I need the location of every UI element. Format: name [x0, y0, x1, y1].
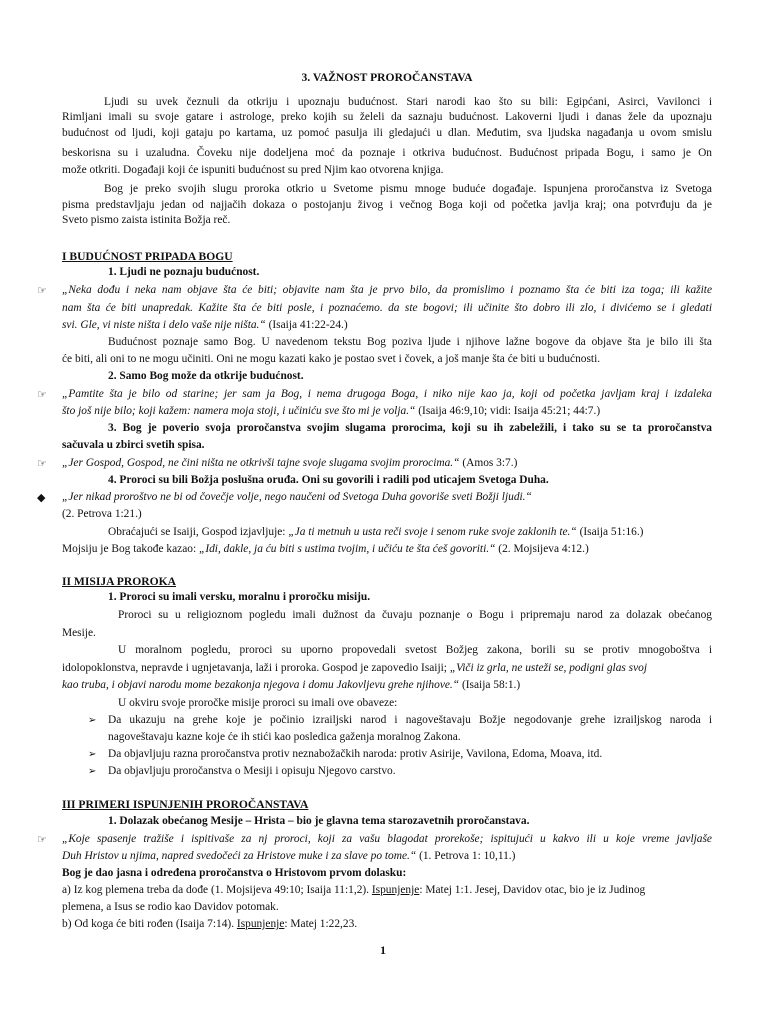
quote-text: „Idi, dakle, ja ću biti s ustima tvojim, i učiću te šta ćeš govoriti.“ — [198, 543, 496, 555]
quote-text: „Jer Gospod, Gospod, ne čini ništa ne otkrivši tajne svoje slugama svojim prorocima.“ — [62, 457, 460, 469]
list-item: Da ukazuju na grehe koje je počinio izrailjski narod i nagoveštavaju Božje negodovanje grehe izrailjskog naroda i — [108, 714, 712, 726]
quote-text: „Viči iz grla, ne usteži se, podigni glas svoj — [449, 662, 648, 674]
body-text: Obraćajući se Isaiji, Gospod izjavljuje: — [108, 526, 289, 538]
item-text: : Matej 1:22,23. — [284, 918, 358, 930]
body-line — [62, 542, 712, 557]
quote-reference: (Isaija 58:1.) — [459, 679, 521, 691]
body-line — [62, 678, 712, 693]
body-line: U okviru svoje proročke misije proroci su imali ove obaveze: — [118, 697, 398, 709]
quote-line — [62, 456, 712, 471]
quote-line: „Koje spasenje tražiše i ispitivaše za nj proroci, koji za vašu blagodat prorekoše; ispitujući u kakvo ili u koje vreme javljaše — [62, 833, 712, 845]
list-item: nagoveštavaju kazne koje će ih stići kao posledica gaženja moralnog Zakona. — [108, 731, 461, 743]
quote-text: kao truba, i objavi narodu mome bezakonja njegova i domu Jakovljevu grehe njihove.“ — [62, 679, 460, 691]
pointing-hand-icon: ☞ — [37, 833, 47, 846]
list-item — [62, 917, 712, 932]
arrow-bullet-icon: ➢ — [88, 749, 97, 760]
section-heading: III PRIMERI ISPUNJENIH PROROČANSTAVA — [62, 798, 309, 811]
quote-line: „Jer nikad proroštvo ne bi od čovečje volje, nego naučeni od Svetoga Duha govoriše sveti Božji ljudi.“ — [62, 491, 532, 503]
subheading: 4. Proroci su bili Božja poslušna oruđa. Oni su govorili i radili pod uticajem Svetoga Duha. — [108, 474, 549, 486]
quote-text: svi. Gle, vi niste ništa i delo vaše nije ništa.“ — [62, 319, 266, 331]
quote-reference: (Isaija 51:16.) — [576, 526, 644, 538]
fulfillment-label: Ispunjenje — [371, 884, 420, 896]
fulfillment-label: Ispunjenje — [236, 918, 285, 930]
item-text: : Matej 1:1. Jesej, Davidov otac, bio je iz Judinog — [419, 884, 646, 896]
list-item: plemena, a Isus se rodio kao Davidov potomak. — [62, 901, 279, 913]
page-number: 1 — [380, 943, 386, 957]
body-line — [108, 525, 758, 540]
quote-reference: (Isaija 41:22-24.) — [265, 319, 348, 331]
quote-reference: (2. Mojsijeva 4:12.) — [495, 543, 589, 555]
body-line — [62, 661, 712, 676]
intro-p1-line: Ljudi su uvek čeznuli da otkriju i upoznaju budućnost. Stari narodi kao što su bili: Egipćani, Asirci, Vavilonci i — [104, 96, 712, 108]
subheading: 1. Dolazak obećanog Mesije – Hrista – bio je glavna tema starozavetnih proročanstava. — [108, 815, 530, 827]
quote-line — [62, 404, 712, 419]
section-heading: I BUDUĆNOST PRIPADA BOGU — [62, 250, 233, 263]
body-line: Budućnost poznaje samo Bog. U navedenom tekstu Bog poziva ljude i njihove lažne bogove da objave šta je bilo ili šta — [108, 336, 712, 348]
body-line: U moralnom pogledu, proroci su uporno propovedali svetost Božjeg zakona, borili su se protiv mnogoboštva i — [118, 644, 712, 656]
subheading: 1. Proroci su imali versku, moralnu i proročku misiju. — [108, 591, 371, 603]
pointing-hand-icon: ☞ — [37, 457, 47, 470]
pointing-hand-icon: ☞ — [37, 388, 47, 401]
arrow-bullet-icon: ➢ — [88, 766, 97, 777]
quote-text: što još nije bilo; koji kažem: namera moja stoji, i učiniću sve što mi je volja.“ — [62, 405, 416, 417]
quote-line — [62, 318, 712, 333]
intro-p2-line: Sveto pismo zaista istinita Božja reč. — [62, 214, 231, 226]
intro-p1-line: beskorisna su i uzaludna. Čoveku nije dodeljena moć da poznaje i otkriva budućnost. Budućnost pripada Bogu, i samo je On — [62, 147, 712, 159]
quote-reference: (2. Petrova 1:21.) — [62, 508, 142, 520]
intro-p1-line: Rimljani imali su svoje gatare i astrologe, preko kojih su želeli da saznaju budućnost. Lakoverni ljudi i danas žele da upoznaju — [62, 111, 712, 123]
quote-reference: (Isaija 46:9,10; vidi: Isaija 45:21; 44:7.) — [415, 405, 601, 417]
quote-reference: (Amos 3:7.) — [459, 457, 518, 469]
page-title: 3. VAŽNOST PROROČANSTAVA — [301, 71, 473, 84]
subheading: sačuvala u zbirci svetih spisa. — [62, 439, 205, 451]
bold-line: Bog je dao jasna i određena proročanstva o Hristovom prvom dolasku: — [62, 867, 407, 879]
quote-reference: (1. Petrova 1: 10,11.) — [416, 850, 516, 862]
body-line: Mesije. — [62, 627, 96, 639]
quote-line: „Pamtite šta je bilo od starine; jer sam ja Bog, i nema drugoga Boga, i niko nije kao ja, koji od početka javljam kraj i izdaleka — [62, 388, 712, 400]
pointing-hand-icon: ☞ — [37, 284, 47, 297]
quote-line: „Neka dođu i neka nam objave šta će biti; objavite nam šta je prvo bilo, da promislimo i poznamo šta će biti iza toga; ili kažite — [62, 284, 712, 296]
bullet-icon: ◆ — [37, 491, 46, 504]
list-item: Da objavljuju razna proročanstva protiv neznabožačkih naroda: protiv Asirije, Vavilona, Edoma, Moava, itd. — [108, 748, 603, 760]
subheading: 2. Samo Bog može da otkrije budućnost. — [108, 370, 304, 382]
item-text: a) Iz kog plemena treba da dođe (1. Mojsijeva 49:10; Isaija 11:1,2). — [62, 884, 372, 896]
intro-p1-line: budućnost od ljudi, koji gataju po kartama, uz pomoć pasulja ili gledajući u dlan. Međutim, sva ljudska nagađanja u ovom smislu — [62, 127, 712, 139]
item-text: b) Od koga će biti rođen (Isaija 7:14). — [62, 918, 237, 930]
quote-line: nam šta će biti unapredak. Kažite šta će biti posle, i poznaćemo. da ste bogovi; ili učinite što dobro ili zlo, i divićemo se i gledati — [62, 302, 712, 314]
quote-text: „Ja ti metnuh u usta reči svoje i senom ruke svoje zaklonih te.“ — [288, 526, 577, 538]
section-heading: II MISIJA PROROKA — [62, 575, 177, 588]
intro-p2-line: Bog je preko svojih slugu proroka otkrio u Svetome pismu mnoge buduće događaje. Ispunjena proročanstva iz Svetoga — [104, 183, 712, 195]
quote-text: Duh Hristov u njima, napred svedočeći za Hristove muke i za slave po tome.“ — [62, 850, 417, 862]
intro-p2-line: pisma predstavljaju jedan od najjačih dokaza o postojanju živog i večnog Boga koji od početka javlja kraj; ona potvrđuju da je — [62, 199, 712, 211]
body-text: Mojsiju je Bog takođe kazao: — [62, 543, 199, 555]
intro-p1-line: može otkriti. Događaji koji će ispuniti budućnost su pred Njim kao otvorena knjiga. — [62, 164, 444, 176]
body-line: Proroci su u religioznom pogledu imali dužnost da čuvaju poznanje o Bogu i pripremaju narod za dolazak obećanog — [118, 609, 712, 621]
subheading: 1. Ljudi ne poznaju budućnost. — [108, 266, 260, 278]
list-item: Da objavljuju proročanstva o Mesiji i opisuju Njegovo carstvo. — [108, 765, 396, 777]
body-text: idolopoklonstva, nepravde i ugnjetavanja, laži i proroka. Gospod je zapovedio Isaiji; — [62, 662, 450, 674]
subheading: 3. Bog je poverio svoja proročanstva svojim slugama prorocima, koji su ih zabeležili, i tako su se ta proročanstva — [108, 422, 712, 434]
arrow-bullet-icon: ➢ — [88, 715, 97, 726]
quote-line — [62, 849, 712, 864]
list-item — [62, 883, 712, 898]
body-line: će biti, ali oni to ne mogu učiniti. Oni ne mogu kazati kako je postao svet i čovek, a još manje šta će biti u budućnosti. — [62, 353, 601, 365]
